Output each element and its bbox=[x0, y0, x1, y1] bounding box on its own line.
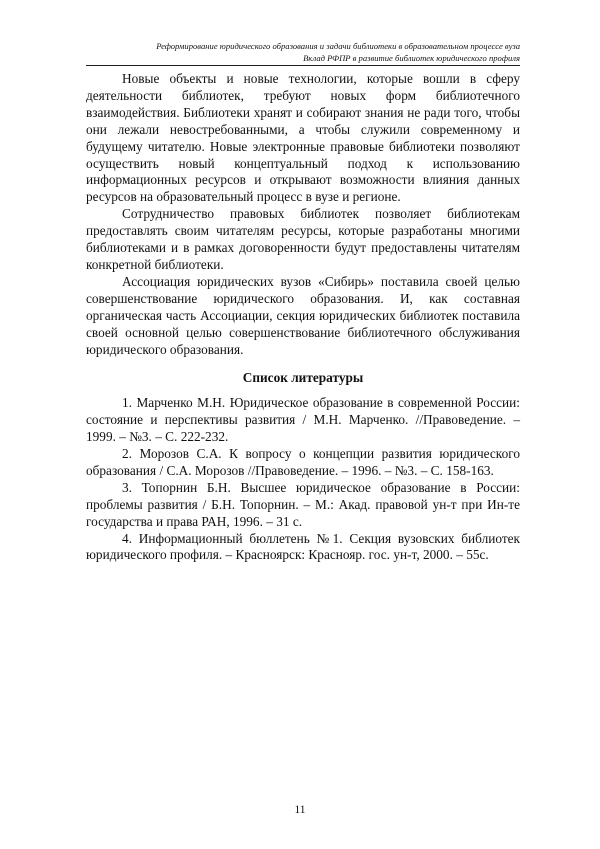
reference-item: 4. Информационный бюллетень №1. Секция вузовских библиотек юридического профиля. – Красноярск: Краснояр. гос. ун-т, 2000. – 55с. bbox=[86, 530, 520, 563]
running-header bbox=[86, 41, 520, 64]
paragraph: Ассоциация юридических вузов «Сибирь» поставила своей целью совершенствование юридического образования. И, как составная органическая часть Ассоциации, секция юридических библиотек поставила своей основной целью совершенствование библиотечного обслуживания юридического образования. bbox=[86, 273, 520, 357]
header-divider bbox=[86, 65, 520, 66]
references-title: Список литературы bbox=[242, 370, 364, 386]
paragraph: Новые объекты и новые технологии, которые вошли в сферу деятельности библиотек, требуют новых форм библиотечного взаимодействия. Библиотеки хранят и собирают знания не ради того, чтобы они лежали невостребованными, а чтобы служили современному и будущему читателю. Новые электронные правовые библиотеки позволяют осуществить новый концептуальный подход к использованию информационных ресурсов и открывают возможности влияния данных ресурсов на образовательный процесс в вузе и регионе. bbox=[86, 71, 520, 205]
running-header-line-1: Реформирование юридического образования и задачи библиотеки в образовательном процессе вуза bbox=[156, 41, 520, 51]
reference-item: 3. Топорнин Б.Н. Высшее юридическое образование в России: проблемы развития / Б.Н. Топорнин. – М.: Акад. правовой ун-т при Ин-те государства и права РАН, 1996. – 31 с. bbox=[86, 479, 520, 529]
reference-item: 2. Морозов С.А. К вопросу о концепции развития юридического образования / С.А. Морозов //Правоведение. – 1996. – №3. – С. 158-163. bbox=[86, 446, 520, 478]
paragraph: Сотрудничество правовых библиотек позволяет библиотекам предоставлять своим читателям ресурсы, которые разработаны многими библиотеками и в рамках договоренности будут предоставлены читателям конкретной библиотеки. bbox=[86, 206, 520, 272]
page-number: 11 bbox=[294, 804, 306, 816]
body-text bbox=[86, 71, 520, 564]
reference-item: 1. Марченко М.Н. Юридическое образование в современной России: состояние и перспективы развития / М.Н. Марченко. //Правоведение. – 1999. – №3. – С. 222-232. bbox=[86, 395, 520, 445]
running-header-line-2: Вклад РФПР в развитие библиотек юридического профиля bbox=[303, 52, 520, 63]
